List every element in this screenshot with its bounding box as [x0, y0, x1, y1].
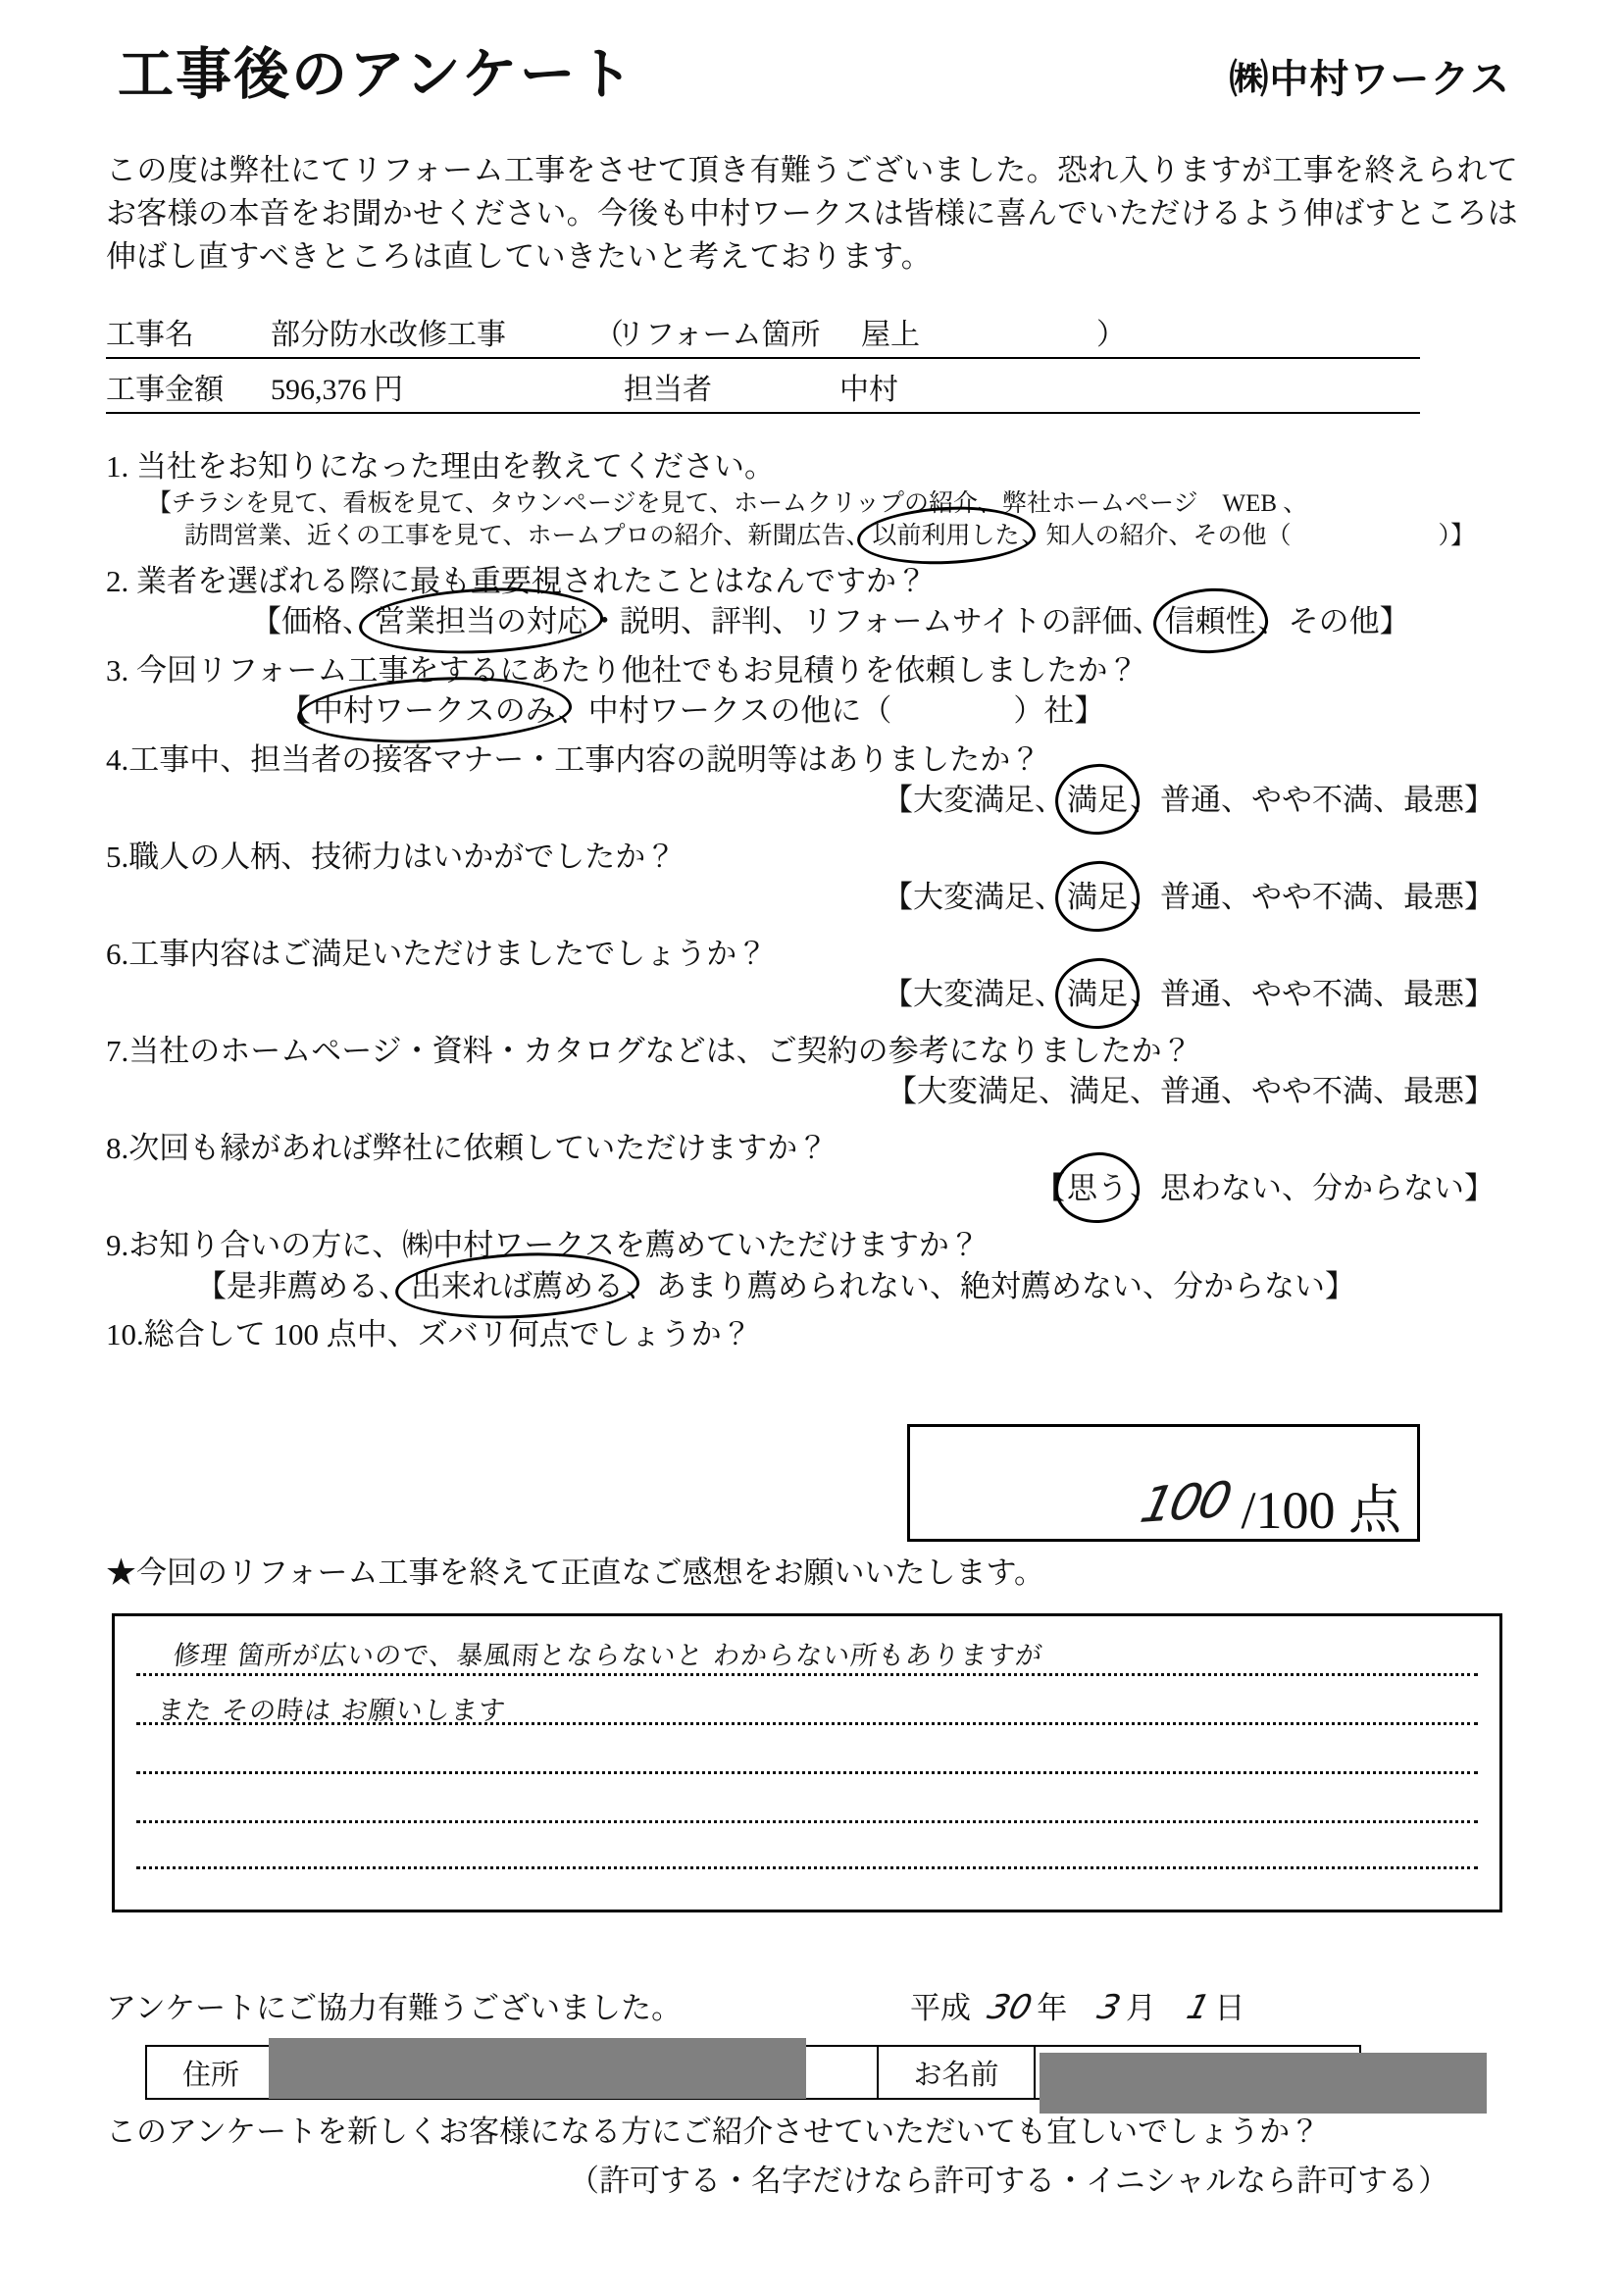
question-9-selected-option[interactable]: 出来れば薦める	[409, 1266, 626, 1307]
question-7-text	[106, 1031, 1518, 1072]
comment-box[interactable]	[112, 1613, 1502, 1912]
thanks-text: アンケートにご協力有難うございました。	[106, 1991, 683, 2025]
date-line	[910, 1983, 1271, 2027]
question-9	[106, 1225, 1518, 1306]
document-header	[118, 42, 1510, 107]
question-6-text	[106, 934, 1518, 975]
paren-close: ）	[1096, 319, 1126, 351]
reform-location-label: リフォーム箇所	[616, 319, 821, 351]
thanks-row	[106, 1983, 1479, 2027]
reform-location-value: 屋上	[861, 319, 920, 351]
question-3-label: 今回リフォーム工事をするにあたり他社でもお見積りを依頼しましたか？	[136, 652, 1139, 688]
question-5-options[interactable]	[106, 877, 1518, 918]
question-5-options-prefix: 【大変満足、	[883, 880, 1065, 915]
comment-rule-3	[136, 1771, 1478, 1774]
question-5-number: 5.	[106, 839, 129, 874]
question-6-number: 6.	[106, 936, 129, 971]
question-8-options[interactable]	[106, 1168, 1518, 1209]
question-2-options-middle: ・説明、評判、リフォームサイトの評価、	[589, 604, 1163, 639]
question-7	[106, 1031, 1518, 1112]
question-9-text	[106, 1225, 1518, 1266]
question-3-text	[106, 650, 1518, 691]
question-1-options-suffix: 、知人の紹介、その他（ ）】	[1021, 523, 1476, 550]
question-8-options-prefix: 【	[1035, 1171, 1065, 1206]
question-10	[106, 1314, 1518, 1355]
question-3-options-prefix: 【	[280, 693, 311, 729]
amount-value: 596,376 円	[271, 374, 403, 406]
question-9-options-prefix: 【是非薦める、	[196, 1268, 409, 1303]
question-1-label: 当社をお知りになった理由を教えてください。	[136, 449, 775, 484]
date-year-unit: 年	[1037, 1991, 1068, 2025]
question-9-label: お知り合いの方に、㈱中村ワークスを薦めていただけますか？	[128, 1227, 980, 1262]
question-2-label: 業者を選ばれる際に最も重要視されたことはなんですか？	[136, 563, 927, 598]
comment-rule-5	[136, 1866, 1478, 1869]
question-1-number: 1.	[106, 449, 129, 484]
question-8-options-suffix: 、思わない、分からない】	[1130, 1171, 1495, 1206]
question-2-options[interactable]	[106, 601, 1518, 642]
score-denominator: /100 点	[1241, 1481, 1401, 1540]
question-4-options-suffix: 、普通、やや不満、最悪】	[1130, 783, 1495, 818]
project-info-row-work	[106, 304, 1420, 359]
work-name-value: 部分防水改修工事	[271, 319, 506, 351]
question-10-number: 10.	[106, 1317, 144, 1352]
question-2-options-prefix: 【価格、	[251, 604, 373, 639]
project-info-table	[106, 304, 1420, 414]
score-box[interactable]	[907, 1424, 1420, 1542]
question-6-label: 工事内容はご満足いただけましたでしょうか？	[128, 936, 768, 971]
question-1-options-line-1[interactable]: 【チラシを見て、看板を見て、タウンページを見て、ホームクリップの紹介、弊社ホームページ WEB 、	[147, 489, 1308, 517]
question-3-options-suffix: 、中村ワークスの他に（ ）社】	[557, 693, 1105, 729]
consent-question: このアンケートを新しくお客様になる方にご紹介させていただいても宜しいでしょうか？	[106, 2115, 1321, 2149]
handwritten-score: 100	[1136, 1471, 1235, 1534]
comment-rule-4	[136, 1820, 1478, 1823]
date-month-value: 3	[1093, 1988, 1125, 2027]
name-label: お名前	[879, 2047, 1036, 2098]
address-redaction-block	[269, 2038, 806, 2099]
question-6	[106, 934, 1518, 1015]
date-era: 平成	[910, 1991, 971, 2025]
question-6-options-suffix: 、普通、やや不満、最悪】	[1130, 977, 1495, 1012]
question-2-selected-option-1[interactable]: 営業担当の対応	[373, 601, 589, 642]
question-8-selected-option[interactable]: 思う	[1065, 1168, 1130, 1209]
question-4	[106, 739, 1518, 821]
staff-value: 中村	[839, 374, 898, 406]
question-6-selected-option[interactable]: 満足	[1065, 974, 1130, 1015]
question-5-options-suffix: 、普通、やや不満、最悪】	[1130, 880, 1495, 915]
questions-list	[106, 446, 1518, 1357]
address-label: 住所	[147, 2047, 277, 2098]
question-10-text	[106, 1314, 1518, 1355]
score-inner	[1136, 1471, 1401, 1540]
question-3	[106, 650, 1518, 732]
question-2-text	[106, 561, 1518, 602]
question-7-label: 当社のホームページ・資料・カタログなどは、ご契約の参考になりましたか？	[128, 1033, 1193, 1068]
question-5-text	[106, 837, 1518, 878]
consent-options[interactable]: （許可する・名字だけなら許可する・イニシャルなら許可する）	[569, 2164, 1449, 2198]
handwritten-comment-line-2: また その時は お願いします	[155, 1696, 508, 1726]
question-8	[106, 1128, 1518, 1209]
question-4-selected-option[interactable]: 満足	[1065, 780, 1130, 821]
question-5-label: 職人の人柄、技術力はいかがでしたか？	[128, 839, 677, 874]
question-4-options[interactable]	[106, 780, 1518, 821]
handwritten-comment-line-1: 修理 箇所が広いので、暴風雨とならないと わからない所もありますが	[171, 1641, 1045, 1671]
question-1-text	[106, 446, 1518, 487]
question-3-number: 3.	[106, 652, 129, 688]
question-9-options-suffix: 、あまり薦められない、絶対薦めない、分からない】	[626, 1268, 1355, 1303]
company-name: ㈱中村ワークス	[1229, 57, 1510, 102]
question-2-options-suffix: 、その他】	[1257, 604, 1410, 639]
date-year-value: 30	[984, 1988, 1037, 2027]
question-8-text	[106, 1128, 1518, 1169]
date-month-unit: 月	[1125, 1991, 1156, 2025]
date-day-unit: 日	[1214, 1991, 1245, 2025]
amount-label: 工事金額	[106, 374, 224, 406]
question-7-options[interactable]: 【大変満足、満足、普通、やや不満、最悪】	[887, 1074, 1495, 1109]
question-4-options-prefix: 【大変満足、	[883, 783, 1065, 818]
question-4-label: 工事中、担当者の接客マナー・工事内容の説明等はありましたか？	[128, 741, 1041, 777]
date-day-value: 1	[1182, 1988, 1214, 2027]
question-7-number: 7.	[106, 1033, 129, 1068]
question-6-options-prefix: 【大変満足、	[883, 977, 1065, 1012]
question-10-label: 総合して 100 点中、ズバリ何点でしょうか？	[143, 1317, 752, 1352]
question-3-selected-option[interactable]: 中村ワークスのみ	[311, 690, 558, 732]
name-redaction-block	[1040, 2053, 1487, 2114]
question-9-number: 9.	[106, 1227, 129, 1262]
project-info-row-amount	[106, 359, 1420, 414]
question-5	[106, 837, 1518, 918]
question-5-selected-option[interactable]: 満足	[1065, 877, 1130, 918]
question-4-number: 4.	[106, 741, 129, 777]
staff-label: 担当者	[624, 374, 712, 406]
question-1-options-line-2[interactable]	[106, 520, 1518, 553]
question-8-number: 8.	[106, 1130, 129, 1165]
question-1-options-prefix: 訪問営業、近くの工事を見て、ホームプロの紹介、新聞広告、	[184, 523, 871, 550]
question-2-selected-option-2[interactable]: 信頼性	[1163, 601, 1258, 642]
question-6-options[interactable]	[106, 974, 1518, 1015]
question-8-label: 次回も縁があれば弊社に依頼していただけますか？	[128, 1130, 829, 1165]
question-2-number: 2.	[106, 563, 129, 598]
question-2	[106, 561, 1518, 642]
page-title: 工事後のアンケート	[118, 42, 635, 107]
question-3-options[interactable]	[106, 690, 1518, 732]
comment-rule-1	[136, 1673, 1478, 1676]
question-4-text	[106, 739, 1518, 781]
question-9-options[interactable]	[106, 1266, 1518, 1307]
paren-open: （	[594, 319, 624, 351]
work-name-label: 工事名	[106, 319, 194, 351]
comment-prompt: ★今回のリフォーム工事を終えて正直なご感想をお願いいたします。	[106, 1555, 1044, 1590]
intro-paragraph: この度は弊社にてリフォーム工事をさせて頂き有難うございました。恐れ入りますが工事を終えられてお客様の本音をお聞かせください。今後も中村ワークスは皆様に喜んでいただけるよう伸ばすところは伸ばし直すべきところは直していきたいと考えております。	[106, 153, 1518, 275]
question-1-selected-option[interactable]: 以前利用した	[871, 520, 1022, 553]
question-1	[106, 446, 1518, 553]
